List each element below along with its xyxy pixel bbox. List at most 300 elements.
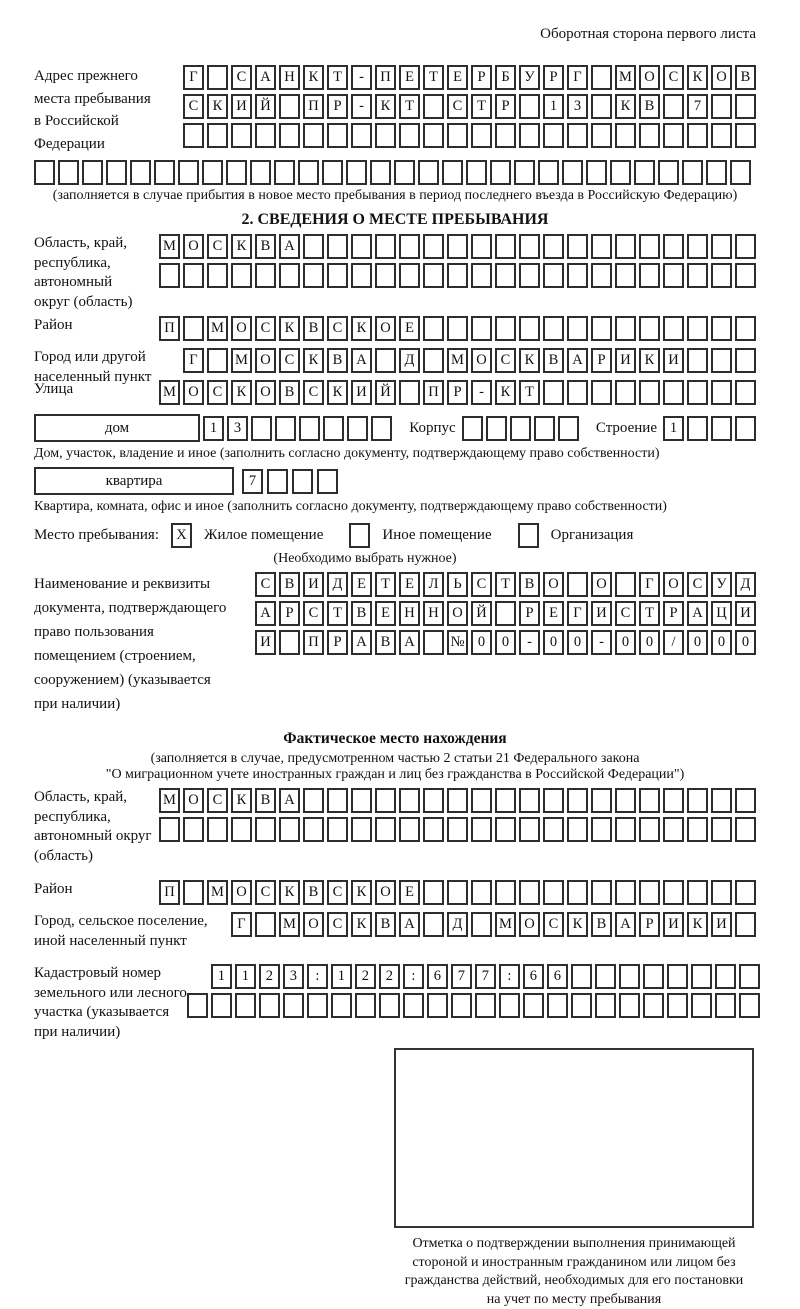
char-box-empty bbox=[183, 123, 204, 148]
char-box-empty bbox=[231, 817, 252, 842]
char-box-filled: Н bbox=[399, 601, 420, 626]
char-box-empty bbox=[711, 123, 732, 148]
char-box-empty bbox=[615, 380, 636, 405]
char-box-filled: П bbox=[423, 380, 444, 405]
char-box-filled: И bbox=[231, 94, 252, 119]
char-box-filled: / bbox=[663, 630, 684, 655]
char-box-filled: М bbox=[159, 234, 180, 259]
checkbox-other-premises bbox=[349, 523, 370, 548]
char-box-empty bbox=[471, 880, 492, 905]
char-box-filled: К bbox=[279, 316, 300, 341]
char-box-filled: С bbox=[303, 380, 324, 405]
char-box-filled: С bbox=[615, 601, 636, 626]
char-box-filled: Р bbox=[471, 65, 492, 90]
char-box-filled: А bbox=[279, 234, 300, 259]
char-box-filled: 1 bbox=[543, 94, 564, 119]
char-box-filled: С bbox=[255, 572, 276, 597]
stroenie-boxes bbox=[663, 416, 756, 441]
char-box-filled: О bbox=[663, 572, 684, 597]
char-box-empty bbox=[375, 123, 396, 148]
char-box-empty bbox=[615, 123, 636, 148]
char-box-empty bbox=[347, 416, 368, 441]
char-box-filled: В bbox=[303, 880, 324, 905]
char-box-empty bbox=[207, 123, 228, 148]
char-box-filled: С bbox=[495, 348, 516, 373]
char-box-empty bbox=[471, 788, 492, 813]
char-box-empty bbox=[375, 263, 396, 288]
char-box-empty bbox=[207, 348, 228, 373]
char-box-empty bbox=[519, 316, 540, 341]
char-box-filled: С bbox=[255, 316, 276, 341]
char-box-empty bbox=[687, 348, 708, 373]
char-box-filled: И bbox=[711, 912, 732, 937]
char-box-empty bbox=[519, 94, 540, 119]
char-box-filled: - bbox=[351, 94, 372, 119]
option-other-premises-label: Иное помещение bbox=[382, 527, 492, 543]
char-box-empty bbox=[466, 160, 487, 185]
char-box-filled: Б bbox=[495, 65, 516, 90]
label-line: участка (указывается bbox=[34, 1004, 170, 1020]
char-box-filled: 3 bbox=[283, 964, 304, 989]
label-line: Кадастровый номер bbox=[34, 965, 161, 981]
char-box-empty bbox=[475, 993, 496, 1018]
char-box-filled: Д bbox=[399, 348, 420, 373]
char-box-empty bbox=[639, 788, 660, 813]
label-line: округ (область) bbox=[34, 293, 133, 310]
char-box-filled: Г bbox=[231, 912, 252, 937]
char-box-filled: В bbox=[279, 380, 300, 405]
char-box-filled: В bbox=[279, 572, 300, 597]
previous-address-row-1 bbox=[183, 65, 756, 90]
char-box-empty bbox=[490, 160, 511, 185]
char-box-empty bbox=[486, 416, 507, 441]
label-line: на учет по месту пребывания bbox=[486, 1291, 662, 1307]
char-box-filled: П bbox=[159, 316, 180, 341]
char-box-filled: Д bbox=[735, 572, 756, 597]
char-box-filled: К bbox=[231, 788, 252, 813]
char-box-filled: О bbox=[711, 65, 732, 90]
char-box-empty bbox=[514, 160, 535, 185]
previous-address-label bbox=[34, 65, 151, 155]
char-box-filled: Е bbox=[375, 601, 396, 626]
char-box-filled: М bbox=[495, 912, 516, 937]
char-box-empty bbox=[687, 316, 708, 341]
char-box-filled: Е bbox=[399, 65, 420, 90]
char-box-filled: Р bbox=[543, 65, 564, 90]
char-box-empty bbox=[375, 788, 396, 813]
street-boxes bbox=[159, 380, 756, 405]
char-box-empty bbox=[643, 964, 664, 989]
label-line: автономный округ bbox=[34, 828, 152, 844]
char-box-empty bbox=[298, 160, 319, 185]
region-rows bbox=[159, 234, 756, 288]
char-box-empty bbox=[34, 160, 55, 185]
char-box-empty bbox=[351, 234, 372, 259]
document-section bbox=[34, 572, 756, 716]
char-box-filled: К bbox=[207, 94, 228, 119]
char-box-filled: : bbox=[499, 964, 520, 989]
house-row bbox=[34, 414, 756, 442]
char-box-filled: И bbox=[303, 572, 324, 597]
char-box-empty bbox=[715, 993, 736, 1018]
char-box-filled: С bbox=[471, 572, 492, 597]
document-row-3 bbox=[255, 630, 756, 655]
char-box-filled: М bbox=[207, 880, 228, 905]
char-box-filled: С bbox=[327, 912, 348, 937]
char-box-filled: Г bbox=[567, 601, 588, 626]
char-box-empty bbox=[451, 993, 472, 1018]
char-box-empty bbox=[619, 964, 640, 989]
char-box-empty bbox=[711, 817, 732, 842]
char-box-empty bbox=[610, 160, 631, 185]
district-row bbox=[34, 316, 756, 344]
char-box-empty bbox=[351, 263, 372, 288]
region-section bbox=[34, 234, 756, 312]
char-box-empty bbox=[687, 380, 708, 405]
char-box-empty bbox=[543, 817, 564, 842]
char-box-empty bbox=[403, 993, 424, 1018]
char-box-filled: А bbox=[255, 65, 276, 90]
char-box-filled: : bbox=[307, 964, 328, 989]
char-box-empty bbox=[682, 160, 703, 185]
char-box-filled: Й bbox=[255, 94, 276, 119]
char-box-filled: 0 bbox=[711, 630, 732, 655]
char-box-empty bbox=[543, 263, 564, 288]
char-box-empty bbox=[394, 160, 415, 185]
char-box-filled: С bbox=[687, 572, 708, 597]
char-box-empty bbox=[510, 416, 531, 441]
char-box-empty bbox=[351, 123, 372, 148]
char-box-filled: Е bbox=[351, 572, 372, 597]
char-box-filled: В bbox=[327, 348, 348, 373]
char-box-empty bbox=[567, 572, 588, 597]
char-box-empty bbox=[663, 234, 684, 259]
char-box-empty bbox=[567, 817, 588, 842]
char-box-empty bbox=[303, 123, 324, 148]
char-box-empty bbox=[591, 380, 612, 405]
char-box-filled: - bbox=[471, 380, 492, 405]
char-box-empty bbox=[235, 993, 256, 1018]
char-box-empty bbox=[667, 993, 688, 1018]
char-box-filled: О bbox=[231, 316, 252, 341]
street-label: Улица bbox=[34, 381, 74, 397]
char-box-empty bbox=[379, 993, 400, 1018]
char-box-empty bbox=[591, 123, 612, 148]
char-box-empty bbox=[154, 160, 175, 185]
char-box-empty bbox=[183, 817, 204, 842]
char-box-empty bbox=[471, 123, 492, 148]
char-box-empty bbox=[711, 348, 732, 373]
char-box-empty bbox=[567, 788, 588, 813]
char-box-filled: Р bbox=[519, 601, 540, 626]
char-box-empty bbox=[735, 912, 756, 937]
apartment-note: Квартира, комната, офис и иное (заполнить согласно документу, подтверждающему право собственности) bbox=[34, 499, 667, 514]
char-box-filled: 7 bbox=[475, 964, 496, 989]
char-box-empty bbox=[471, 817, 492, 842]
char-box-empty bbox=[567, 234, 588, 259]
label-line: в Российской bbox=[34, 113, 119, 129]
char-box-empty bbox=[739, 964, 760, 989]
char-box-empty bbox=[327, 263, 348, 288]
char-box-filled: Е bbox=[399, 572, 420, 597]
char-box-empty bbox=[399, 817, 420, 842]
label-line: Город, сельское поселение, bbox=[34, 913, 208, 929]
char-box-filled: Р bbox=[495, 94, 516, 119]
char-box-empty bbox=[423, 123, 444, 148]
char-box-empty bbox=[130, 160, 151, 185]
char-box-empty bbox=[471, 912, 492, 937]
char-box-empty bbox=[307, 993, 328, 1018]
char-box-empty bbox=[711, 316, 732, 341]
char-box-empty bbox=[615, 234, 636, 259]
char-box-empty bbox=[711, 94, 732, 119]
char-box-filled: С bbox=[279, 348, 300, 373]
char-box-filled: Е bbox=[543, 601, 564, 626]
char-box-empty bbox=[323, 416, 344, 441]
char-box-empty bbox=[351, 817, 372, 842]
actual-location-note bbox=[34, 751, 756, 783]
actual-city-boxes bbox=[231, 912, 756, 937]
char-box-empty bbox=[567, 880, 588, 905]
char-box-empty bbox=[299, 416, 320, 441]
char-box-filled: Т bbox=[327, 601, 348, 626]
label-line: "О миграционном учете иностранных граждан и лиц без гражданства в Российской Федерации") bbox=[105, 767, 685, 782]
char-box-empty bbox=[370, 160, 391, 185]
cadastral-rows bbox=[187, 964, 760, 1018]
char-box-filled: У bbox=[711, 572, 732, 597]
region-label bbox=[34, 234, 132, 312]
char-box-empty bbox=[303, 234, 324, 259]
char-box-filled: О bbox=[471, 348, 492, 373]
char-box-filled: А bbox=[255, 601, 276, 626]
char-box-filled: А bbox=[399, 630, 420, 655]
char-box-filled: Г bbox=[567, 65, 588, 90]
stay-type-label: Место пребывания: bbox=[34, 527, 159, 543]
char-box-empty bbox=[292, 469, 313, 494]
char-box-filled: С bbox=[207, 788, 228, 813]
char-box-empty bbox=[711, 880, 732, 905]
char-box-empty bbox=[687, 123, 708, 148]
char-box-empty bbox=[639, 263, 660, 288]
char-box-filled: К bbox=[231, 234, 252, 259]
char-box-empty bbox=[399, 234, 420, 259]
char-box-filled: М bbox=[447, 348, 468, 373]
char-box-empty bbox=[591, 263, 612, 288]
char-box-empty bbox=[423, 630, 444, 655]
char-box-empty bbox=[534, 416, 555, 441]
char-box-empty bbox=[663, 788, 684, 813]
char-box-empty bbox=[495, 123, 516, 148]
char-box-filled: 6 bbox=[547, 964, 568, 989]
char-box-filled: И bbox=[663, 912, 684, 937]
city-boxes bbox=[183, 348, 756, 373]
previous-address-row-2 bbox=[183, 94, 756, 119]
char-box-empty bbox=[423, 817, 444, 842]
label-line: (заполняется в случае, предусмотренном частью 2 статьи 21 Федерального закона bbox=[150, 751, 640, 766]
char-box-empty bbox=[462, 416, 483, 441]
char-box-filled: Г bbox=[183, 65, 204, 90]
char-box-filled: 0 bbox=[735, 630, 756, 655]
char-box-filled: 3 bbox=[227, 416, 248, 441]
char-box-empty bbox=[178, 160, 199, 185]
char-box-empty bbox=[375, 817, 396, 842]
char-box-filled: - bbox=[351, 65, 372, 90]
char-box-empty bbox=[619, 993, 640, 1018]
char-box-empty bbox=[519, 263, 540, 288]
char-box-empty bbox=[82, 160, 103, 185]
char-box-filled: И bbox=[663, 348, 684, 373]
actual-district-row bbox=[34, 880, 756, 908]
char-box-filled: С bbox=[255, 880, 276, 905]
char-box-empty bbox=[447, 316, 468, 341]
char-box-empty bbox=[735, 416, 756, 441]
char-box-empty bbox=[735, 123, 756, 148]
char-box-empty bbox=[663, 880, 684, 905]
char-box-filled: М bbox=[231, 348, 252, 373]
label-line: Город или другой bbox=[34, 349, 146, 365]
char-box-filled: А bbox=[615, 912, 636, 937]
label-line: Отметка о подтверждении выполнения принимающей bbox=[412, 1236, 736, 1251]
char-box-filled: Й bbox=[375, 380, 396, 405]
char-box-filled: 1 bbox=[203, 416, 224, 441]
char-box-filled: П bbox=[303, 94, 324, 119]
char-box-empty bbox=[303, 817, 324, 842]
char-box-filled: 0 bbox=[567, 630, 588, 655]
previous-address-row-3 bbox=[183, 123, 756, 148]
char-box-filled: О bbox=[375, 880, 396, 905]
char-box-filled: О bbox=[255, 348, 276, 373]
char-box-empty bbox=[591, 817, 612, 842]
char-box-empty bbox=[399, 380, 420, 405]
char-box-filled: О bbox=[639, 65, 660, 90]
char-box-empty bbox=[591, 316, 612, 341]
char-box-empty bbox=[730, 160, 751, 185]
char-box-filled: Й bbox=[471, 601, 492, 626]
char-box-empty bbox=[317, 469, 338, 494]
label-line: право пользования bbox=[34, 624, 154, 640]
checkbox-organization bbox=[518, 523, 539, 548]
char-box-empty bbox=[274, 160, 295, 185]
house-note: Дом, участок, владение и иное (заполнить согласно документу, подтверждающему право собственности) bbox=[34, 446, 660, 461]
char-box-empty bbox=[687, 416, 708, 441]
char-box-empty bbox=[495, 316, 516, 341]
actual-region-rows bbox=[159, 788, 756, 842]
char-box-filled: О bbox=[183, 788, 204, 813]
char-box-empty bbox=[375, 348, 396, 373]
page-header-note: Оборотная сторона первого листа bbox=[540, 26, 756, 42]
char-box-empty bbox=[202, 160, 223, 185]
char-box-empty bbox=[739, 993, 760, 1018]
char-box-empty bbox=[735, 316, 756, 341]
char-box-filled: Е bbox=[447, 65, 468, 90]
char-box-empty bbox=[183, 880, 204, 905]
char-box-filled: Р bbox=[591, 348, 612, 373]
actual-district-label: Район bbox=[34, 881, 73, 897]
char-box-empty bbox=[586, 160, 607, 185]
char-box-empty bbox=[255, 263, 276, 288]
char-box-filled: С bbox=[327, 880, 348, 905]
char-box-filled: В bbox=[351, 601, 372, 626]
char-box-empty bbox=[663, 380, 684, 405]
korpus-label: Корпус bbox=[409, 419, 456, 436]
label-line: при наличии) bbox=[34, 696, 121, 712]
label-line: (область) bbox=[34, 847, 93, 864]
actual-city-label bbox=[34, 912, 208, 951]
char-box-filled: И bbox=[615, 348, 636, 373]
stamp-area bbox=[394, 1048, 754, 1309]
char-box-empty bbox=[543, 880, 564, 905]
char-box-filled: Р bbox=[327, 630, 348, 655]
document-rows bbox=[255, 572, 756, 655]
actual-region-row-2 bbox=[159, 817, 756, 842]
label-line: документа, подтверждающего bbox=[34, 600, 227, 616]
document-label bbox=[34, 572, 226, 716]
option-other-premises bbox=[349, 523, 491, 548]
char-box-empty bbox=[639, 234, 660, 259]
char-box-filled: Т bbox=[471, 94, 492, 119]
char-box-empty bbox=[303, 788, 324, 813]
char-box-empty bbox=[567, 316, 588, 341]
char-box-filled: К bbox=[327, 380, 348, 405]
char-box-filled: О bbox=[183, 380, 204, 405]
char-box-empty bbox=[207, 817, 228, 842]
char-box-filled: Р bbox=[639, 912, 660, 937]
section2-title: 2. СВЕДЕНИЯ О МЕСТЕ ПРЕБЫВАНИЯ bbox=[241, 211, 549, 228]
char-box-empty bbox=[687, 817, 708, 842]
char-box-empty bbox=[571, 964, 592, 989]
checkbox-residential: X bbox=[171, 523, 192, 548]
char-box-empty bbox=[711, 788, 732, 813]
char-box-filled: П bbox=[303, 630, 324, 655]
char-box-empty bbox=[279, 630, 300, 655]
char-box-filled: К bbox=[639, 348, 660, 373]
char-box-empty bbox=[231, 123, 252, 148]
char-box-empty bbox=[226, 160, 247, 185]
char-box-empty bbox=[663, 316, 684, 341]
char-box-empty bbox=[58, 160, 79, 185]
char-box-filled: С bbox=[327, 316, 348, 341]
char-box-empty bbox=[255, 817, 276, 842]
char-box-empty bbox=[567, 380, 588, 405]
char-box-empty bbox=[423, 880, 444, 905]
char-box-filled: К bbox=[567, 912, 588, 937]
char-box-filled: 0 bbox=[615, 630, 636, 655]
char-box-empty bbox=[447, 263, 468, 288]
char-box-filled: 6 bbox=[427, 964, 448, 989]
char-box-empty bbox=[447, 234, 468, 259]
char-box-empty bbox=[595, 993, 616, 1018]
char-box-empty bbox=[423, 912, 444, 937]
previous-address-section bbox=[34, 65, 756, 155]
char-box-empty bbox=[615, 316, 636, 341]
option-residential-label: Жилое помещение bbox=[204, 527, 324, 543]
char-box-empty bbox=[207, 263, 228, 288]
char-box-empty bbox=[687, 880, 708, 905]
char-box-empty bbox=[423, 234, 444, 259]
stamp-box bbox=[394, 1048, 754, 1228]
char-box-empty bbox=[423, 348, 444, 373]
char-box-filled: О bbox=[543, 572, 564, 597]
char-box-filled: К bbox=[375, 94, 396, 119]
char-box-filled: 2 bbox=[355, 964, 376, 989]
label-line: места пребывания bbox=[34, 90, 151, 107]
char-box-filled: К bbox=[303, 348, 324, 373]
char-box-empty bbox=[351, 788, 372, 813]
char-box-filled: Р bbox=[279, 601, 300, 626]
char-box-filled: В bbox=[375, 912, 396, 937]
char-box-empty bbox=[159, 263, 180, 288]
option-organization bbox=[518, 523, 634, 548]
